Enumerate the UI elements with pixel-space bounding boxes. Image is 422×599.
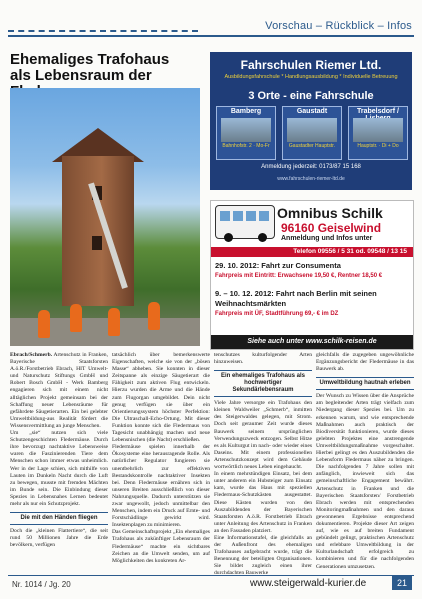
section-label: Vorschau – Rückblick – Infos: [265, 20, 412, 32]
ad1-phone: Anmeldung jederzeit: 0173/87 15 168: [261, 164, 361, 170]
ad1-location-name: Trabelsdorf /: [356, 108, 399, 115]
ad1-location-detail: Bahnhofstr. 2 · Mo-Fr: [222, 143, 270, 149]
ad1-location-box: [282, 106, 342, 160]
ad2-website-link[interactable]: Siehe auch unter www.schilk-reisen.de: [211, 335, 413, 349]
article-subheading: Umweltbildung hautnah erleben: [316, 377, 414, 390]
article-subheading: Die mit den Händen fliegen: [10, 512, 108, 525]
ad1-location-photo: [221, 118, 271, 142]
article-column-2: [112, 352, 210, 565]
article-paragraph: Eine Informationstafel, die gleichfalls an der Außenfront des ehemaligen Trafohauses aufgebracht wurde, trägt die Benennung der beteiligten Organisationen. Sie bildet zugleich einen ihrer durchdachten Bauwerke: [214, 534, 312, 577]
headline-line-1: Ehemaliges Trafohaus: [10, 51, 170, 68]
article-photo: [10, 88, 200, 346]
article-dateline: Ebrach/Schmerb.: [10, 352, 53, 358]
photo-person: [38, 310, 50, 338]
ad2-info: Anmeldung und Infos unter: [281, 235, 373, 242]
photo-person: [148, 302, 160, 330]
page-number: 21: [392, 576, 412, 590]
ad2-phone: Telefon 09556 / 5 31 od. 09548 / 13 15: [293, 248, 407, 255]
ad1-website-link[interactable]: www.fahrschulen-riemer-ltd.de: [277, 176, 345, 182]
article-column-3: [214, 352, 312, 578]
article-column-1: [10, 352, 108, 549]
ad1-location-detail: Hauptstr. · Di + Do: [357, 143, 399, 149]
ad1-location-detail: Gaustadter Hauptstr.: [288, 143, 336, 149]
bus-wheel: [224, 233, 233, 242]
article-paragraph: Fledermäuse spielen innerhalb der Ökosysteme eine herausragende Rolle. Als natürlicher Regulator fungieren sie unentbehrlich zur effektiven Bestandskontrolle nachtaktiver Insekten bei. Denn Fledermäuse ernähren sich in unseren Breiten ausschließlich von dieser Nahrungsquelle. Dadurch unterstützen sie zwar ungewollt, jedoch unmittelbar den Menschen, indem ein Druck auf Ernte- und Forstschädlinge gewirkt wird. Insektenplagen zu minimieren.: [112, 444, 210, 529]
photo-person: [70, 304, 82, 332]
bus-window: [259, 211, 269, 221]
ad2-trip-2: 9. – 10. 12. 2012: Fahrt nach Berlin mit seinen Weihnachtsmärkten: [215, 289, 377, 308]
article-subheading: Ein ehemaliges Trafohaus als hochwertiger Sekundärlebensraum: [214, 370, 312, 397]
ad-omnibus-schilk[interactable]: [210, 200, 414, 350]
ad1-location-photo: [287, 118, 337, 142]
headline-line-2: als Lebensraum der: [10, 67, 152, 84]
bus-wheel: [258, 233, 267, 242]
photo-person: [108, 308, 120, 336]
article-paragraph: tenschutzes kulturfolgender Arten hinzuweisen.: [214, 352, 312, 366]
ad1-location-box: [216, 106, 276, 160]
footer-rule: [8, 575, 414, 576]
article-paragraph: tatsächlich über bemerkenswerte Eigenschaften, welche sie von der „bösen Masse“ abheben. Sie konnten in dieser Zeitspanne als einzige Säugetierart die Fähigkeit zum aktiven Flug entwickeln. Hierzu wurden die Arme und die Hände zum Flugorgan umgebildet. Dein nicht genug verfügen sie über ein Orientierungssystem höchster Perfektion: Die Ultraschall-Echo-Ortung. Mit dieser Funktion konnte sich die Fledermaus von Tagesicht unabhängig machen und neue Lebensnischen (die Nacht) erschließen.: [112, 352, 210, 444]
article-paragraph: Das Gemeinschaftsprojekt „Ein ehemaliges Trafohaus als zukünftiger Lebensraum der Fledermäuse“ machte ein sichtbares Zeichen an die Umwelt senden, um auf Möglichkeiten des konkreten Ar-: [112, 529, 210, 564]
ad2-city: 96160 Geiselwind: [281, 221, 382, 235]
article-paragraph: Ebrach/Schmerb. Artenschutz in Franken, Bayerische Staatsforsten A.ö.R./Forstbetrieb Ebrach, HIT Umwelt- und Naturschutz Stiftungs GmbH und Robert Bosch GmbH - Werk Bamberg engagieren sich mit einem nicht alltäglichen Projekt gemeinsam bei der Schaffung neuer Lebensräume für gefährdete Säugetierarten. Ein bei gelebter Umweltbildung-aus Realität fördert die Wissensvermittlung an junge Menschen.: [10, 352, 108, 429]
photo-window: [92, 236, 102, 250]
ad2-trip-1: 29. 10. 2012: Fahrt zur Consumenta: [215, 261, 341, 270]
article-paragraph: Um „sie“ nutzen sich viele Schutzengeschichten Fledermäuse. Durch ihre bevorzugt nachtaktive Lebensweise waren die Faszinierenden Tiere dem Menschen schon immer etwas unheimlich. Wer in der Lage schien, sich mithilfe von Lauten im Dunkeln Nacht durch die Luft zu bewegen, musste mit fremden Mächten im Bunde sein. Die Einbindung dieser Spezies in Lebensnahes Lernen bedeutet mehr als nur ein Schutzprojekt.: [10, 430, 108, 507]
ad1-subtitle: Ausbildungsfahrschule * Handlungsausbildung * Individuelle Betreuung: [224, 74, 398, 80]
ad2-price-2: Fahrpreis mit ÜF, Stadtführung 69,- € im DZ: [215, 311, 339, 317]
article-paragraph: In einem mehrstündigen Einsatz, bei dem unter anderem ein Hubsteiger zum Einsatz kam, wurde das Haus mit speziellen Fledermaus-Schutzkästen ausgestattet. Diese Kästen wurden von den Auszubildenden der Bayerischen Staatsforsten A.ö.R. Forstbetrieb Ebrach unter Anleitung des Artenschutz in Franken an den Fassaden platziert.: [214, 471, 312, 534]
ad1-location-photo: [353, 118, 403, 142]
ad1-location-box: [348, 106, 408, 160]
ad1-location-name: Bamberg: [230, 108, 262, 115]
bus-window: [220, 211, 230, 221]
ad1-location-name: Gaustadt: [296, 108, 328, 115]
bus-icon: [215, 205, 275, 239]
website-link[interactable]: www.steigerwald-kurier.de: [250, 578, 367, 589]
ad1-orte: 3 Orte - eine Fahrschule: [248, 90, 374, 102]
article-paragraph: Der Wunsch zu Wissen über die Ansprüche am begleitender Arten trägt vielfach zum Niedergang dieser Spezies bei. Um zu erkennen warum, und wie entsprechende Maßnahmen auch praktisch der Biodiversität funktionieren, wurde dieses gelebten Projektes eine anstrengende Umweltbildungsmaßnahme vorgeschaltet. Hierbei gelingt es den Auszubildenden die Lebensform Fledermaus näher zu bringen. Die nachfolgenden 7 Jahre sollen mit anfänglich, inwieweit sich das gemeinschaftliche Engagement bewährt. Artenschutz in Franken und die Bayerischen Staatsforsten/ Forstbetrieb Ebrach werden mit entsprechenden Monitoringmaßnahmen und den daraus gewonnenen Ergebnisse entsprechend dokumentieren. Projekte dieser Art zeigen auf, wie es auf breiten Fundament gebündelt gelingt, praktischen Artenschutz und erlebbare Umweltbildung in der Kulturlandschaft erfolgreich zu kombinieren und für die nachfolgenden Generationen umzusetzen.: [316, 393, 414, 570]
ad2-price-1: Fahrpreis mit Eintritt: Erwachsene 19,50 €, Rentner 18,50 €: [215, 273, 383, 279]
ad2-phone-bar: [211, 247, 413, 257]
article-column-4: [316, 352, 414, 571]
bus-window: [246, 211, 256, 221]
ad2-company-name: Omnibus Schilk: [277, 205, 383, 221]
issue-number: Nr. 1014 / Jg. 20: [12, 580, 71, 589]
article-paragraph: Viele Jahre versorgte ein Trafohaus den kleinen Waldweiler „Schmerb“, inmitten des Steigerwaldes gelegen, mit Strom. Doch seit geraumer Zeit wurde dieses Bauwerk seinem ursprünglichen Verwendungszweck entzogen. Selbst Hitze es als Kulturgut im nach- oder wieder eines Daseins. Mit einem professionellen Artenschutzkonzept wird dem Gebäude wortwörtlich neues Leben eingehaucht.: [214, 400, 312, 471]
article-paragraph: Doch die „kleinen Flattertiere“, die seit rund 50 Millionen Jahre die Erde bevölkern, verfügen: [10, 528, 108, 549]
article-paragraph: gleichfalls die zugegeben ungewöhnliche Ergänzungsbericht der Fledermäuse in das Bauwerk ab.: [316, 352, 414, 373]
ad-fahrschule-riemer[interactable]: [210, 52, 412, 190]
header-dashes: [8, 30, 198, 32]
bus-window: [233, 211, 243, 221]
ad1-title: Fahrschulen Riemer Ltd.: [240, 58, 382, 72]
